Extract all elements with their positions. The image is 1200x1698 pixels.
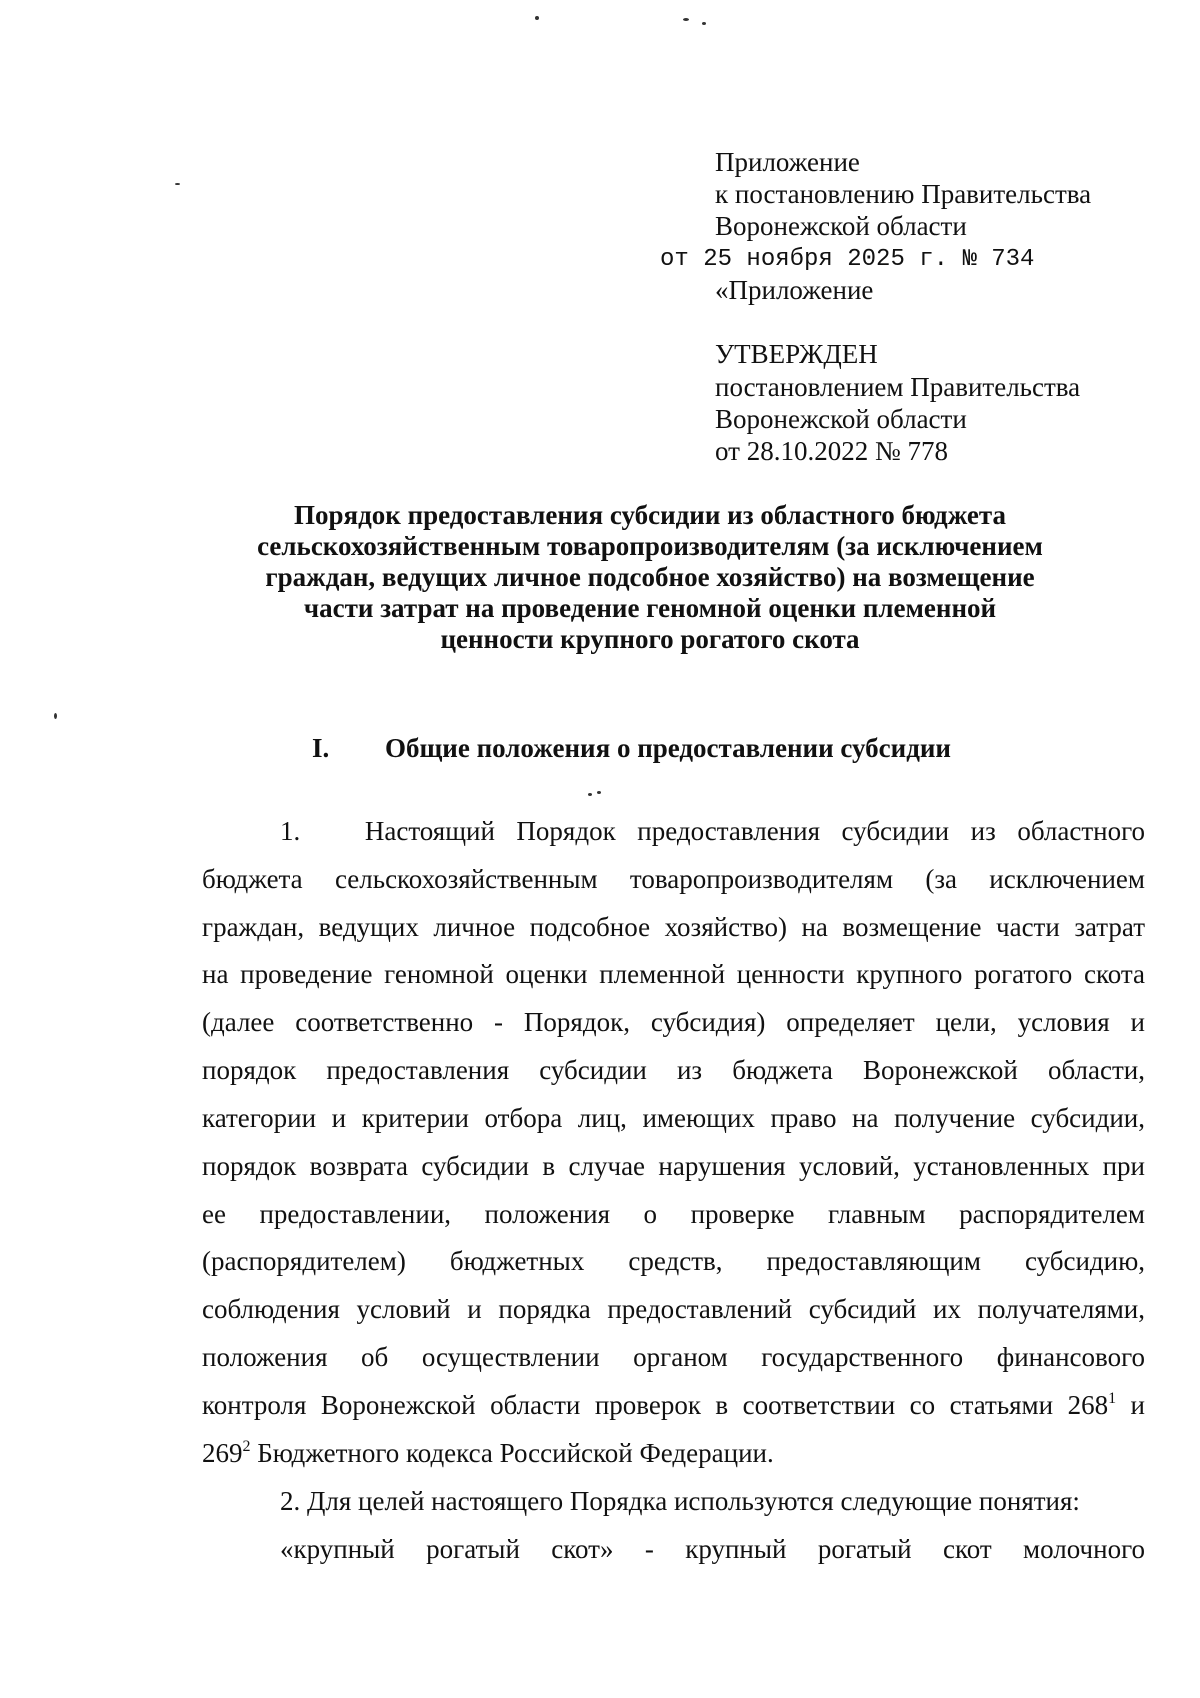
paragraph-line: на проведение геномной оценки племенной ценности крупного рогатого скота: [202, 959, 1145, 989]
paragraph-line: ее предоставлении, положения о проверке главным распорядителем: [202, 1199, 1145, 1229]
appendix-to-resolution: к постановлению Правительства: [715, 179, 1092, 209]
scan-speck: [683, 18, 689, 21]
paragraph-text: 269: [202, 1438, 243, 1468]
section-heading: Общие положения о предоставлении субсидии: [385, 733, 951, 763]
paragraph-line: 1. Настоящий Порядок предоставления субсидии из областного: [280, 816, 1145, 846]
title-line: граждан, ведущих личное подсобное хозяйство) на возмещение: [265, 562, 1035, 592]
resolution-date-number: от 25 ноября 2025 г. № 734: [660, 246, 1035, 273]
section-number: I.: [312, 733, 330, 763]
appendix-quote-label: «Приложение: [715, 275, 874, 305]
paragraph-line: 2. Для целей настоящего Порядка используются следующие понятия:: [280, 1486, 1080, 1516]
approved-by-resolution: постановлением Правительства: [715, 372, 1081, 402]
approved-region: Воронежской области: [715, 404, 967, 434]
paragraph-text: и: [1116, 1390, 1145, 1420]
scan-speck: [702, 22, 706, 25]
paragraph-line: порядок предоставления субсидии из бюджета Воронежской области,: [202, 1055, 1145, 1085]
paragraph-line: бюджета сельскохозяйственным товаропроизводителям (за исключением: [202, 864, 1145, 894]
paragraph-line: граждан, ведущих личное подсобное хозяйство) на возмещение части затрат: [202, 912, 1145, 942]
title-line: части затрат на проведение геномной оценки племенной: [303, 593, 997, 623]
title-line: ценности крупного рогатого скота: [440, 624, 860, 654]
paragraph-line: (распорядителем) бюджетных средств, предоставляющим субсидию,: [202, 1246, 1145, 1276]
paragraph-line: положения об осуществлении органом государственного финансового: [202, 1342, 1145, 1372]
paragraph-line: порядок возврата субсидии в случае нарушения условий, установленных при: [202, 1151, 1145, 1181]
title-line: Порядок предоставления субсидии из областного бюджета: [293, 500, 1006, 530]
paragraph-line: соблюдения условий и порядка предоставлений субсидий их получателями,: [202, 1294, 1145, 1324]
paragraph-line: «крупный рогатый скот» - крупный рогатый скот молочного: [280, 1534, 1145, 1564]
scan-speck: [597, 791, 601, 794]
paragraph-text: контроля Воронежской области проверок в соответствии со статьями 268: [202, 1390, 1109, 1420]
paragraph-line: [202, 1437, 1145, 1469]
title-line: сельскохозяйственным товаропроизводителям (за исключением: [257, 531, 1043, 561]
superscript-index: 2: [242, 1438, 251, 1455]
superscript-index: 1: [1108, 1390, 1117, 1407]
approved-stamp: УТВЕРЖДЕН: [715, 339, 878, 369]
paragraph-line: (далее соответственно - Порядок, субсидия) определяет цели, условия и: [202, 1007, 1145, 1037]
document-title: [200, 500, 1100, 655]
scan-speck: [54, 713, 57, 719]
scan-speck: [588, 793, 592, 796]
scan-speck: [175, 183, 180, 185]
paragraph-line: [202, 1389, 1145, 1421]
appendix-label: Приложение: [715, 147, 860, 177]
paragraph-line: категории и критерии отбора лиц, имеющих право на получение субсидии,: [202, 1103, 1145, 1133]
paragraph-text: Бюджетного кодекса Российской Федерации.: [250, 1438, 774, 1468]
appendix-region: Воронежской области: [715, 211, 967, 241]
approved-date-number: от 28.10.2022 № 778: [715, 436, 948, 466]
scan-speck: [535, 16, 539, 20]
